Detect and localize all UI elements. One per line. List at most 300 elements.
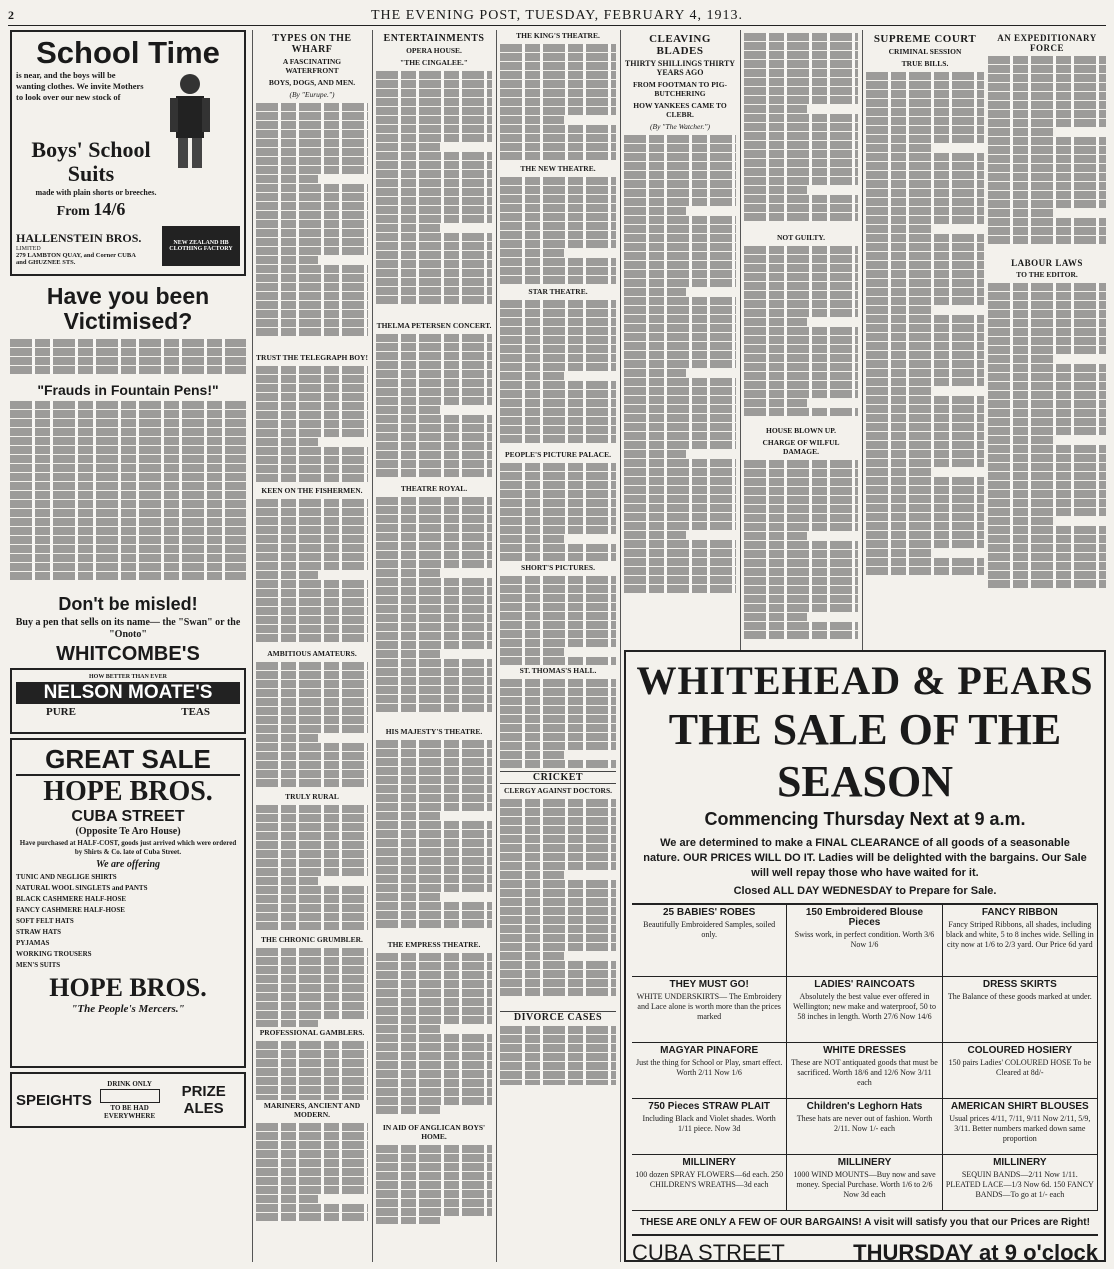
text-line [866,486,984,494]
text-line [744,291,858,299]
text-line [256,402,368,410]
text-line [500,799,616,807]
text-line [500,463,616,471]
text-line [500,508,616,516]
text-line [376,406,440,414]
text-line [256,814,368,822]
text-line [624,513,736,521]
bargain-cell: FANCY RIBBON Fancy Striped Ribbons, all shades, including black and white, 5 to 8 inches wide. Selling in city now at 1/6 to 2/3 yard. Our Price 6d yard [943,905,1098,977]
text-line [256,1077,368,1085]
text-line [988,146,1106,154]
text-line [256,526,368,534]
list-item: FANCY CASHMERE HALF-HOSE [16,906,125,914]
text-line [500,603,616,611]
ad-title: GREAT SALE [16,744,240,776]
text-line [256,328,368,336]
text-line [744,381,858,389]
text-line [744,273,858,281]
text-line [500,71,616,79]
text-line [376,1163,492,1171]
text-line [624,495,736,503]
text-line [256,922,368,930]
text-line [500,630,616,638]
text-line [376,433,492,441]
text-line [376,695,492,703]
text-line [988,101,1106,109]
text-line [256,1213,368,1221]
text-line [376,224,440,232]
text-line [624,486,736,494]
text-line [256,734,318,742]
text-line [988,400,1106,408]
text-line [744,345,858,353]
text-line [866,315,984,323]
text-line [376,1172,492,1180]
text-line [500,481,616,489]
text-line [744,577,858,585]
text-line [256,292,368,300]
text-line [376,89,492,97]
text-line [500,318,616,326]
text-line [500,970,616,978]
text-line [500,490,616,498]
text-line [988,110,1106,118]
text-line [624,207,686,215]
text-line [256,948,368,956]
bargain-cell: AMERICAN SHIRT BLOUSES Usual prices 4/11, 7/11, 9/11 Now 2/11, 5/9, 3/11. Better numbers marked down same proportion [943,1099,1098,1155]
text-line [256,877,318,885]
text-line [376,1199,492,1207]
text-line [376,821,492,829]
text-line [624,576,736,584]
article-headline: TYPES ON THE WHARF [272,33,352,55]
text-line [866,369,984,377]
text-line [744,42,858,50]
text-line [500,143,616,151]
text-line [624,378,736,386]
text-line [744,282,858,290]
text-line [866,387,931,395]
text-line [744,496,858,504]
text-line [376,287,492,295]
article-expeditionary-force: AN EXPEDITIONARY FORCE LABOUR LAWS TO THE EDITOR. [988,30,1106,640]
text-line [624,414,736,422]
text-line [744,123,858,131]
page-number: 2 [8,8,14,22]
text-line [624,216,736,224]
text-line [500,517,616,525]
text-line [256,544,368,552]
text-line [624,288,686,296]
text-line [376,116,492,124]
text-line [988,164,1106,172]
list-item: SOFT FELT HATS [16,917,74,925]
text-line [376,794,492,802]
section-heading: CRICKET [500,771,616,784]
text-line [744,51,858,59]
text-line [988,310,1106,318]
text-line [256,823,368,831]
text-line [988,427,1106,435]
text-line [624,522,736,530]
text-line [376,1190,492,1198]
text-line [256,805,368,813]
text-line [988,74,1106,82]
text-line [624,261,736,269]
text-line [256,220,368,228]
text-line [744,318,807,326]
article-news: NOT GUILTY. HOUSE BLOWN UP. CHARGE OF WILFUL DAMAGE. [744,30,858,640]
text-line [376,1034,492,1042]
text-line [500,152,616,160]
text-line [988,191,1106,199]
ad-title: Have you been Victimised? [46,283,210,334]
bargain-cell: MAGYAR PINAFORE Just the thing for School or Play, smart effect. Worth 2/11 Now 1/6 [632,1043,787,1099]
text-line [256,832,368,840]
text-line [376,424,492,432]
text-line [376,352,492,360]
text-line [866,153,984,161]
text-line [256,121,368,129]
text-line [376,379,492,387]
text-line [256,447,368,455]
text-line [500,585,616,593]
text-line [500,817,616,825]
text-line [500,576,616,584]
text-line [744,105,807,113]
text-line [624,297,736,305]
text-line [376,469,492,477]
text-line [866,342,984,350]
text-line [376,1154,492,1162]
text-line [744,631,858,639]
text-line [988,200,1106,208]
text-line [744,60,858,68]
text-line [500,612,616,620]
text-line [256,1086,368,1094]
text-line [866,234,984,242]
text-line [744,408,858,416]
text-line [256,1011,368,1019]
text-line [376,188,492,196]
text-line [256,895,368,903]
text-line [376,893,440,901]
text-line [500,961,616,969]
text-line [376,749,492,757]
text-line [866,450,984,458]
text-line [500,372,564,380]
text-line [500,116,564,124]
text-line [624,369,686,377]
text-line [376,758,492,766]
text-line [256,274,368,282]
hb-logo: NEW ZEALAND HB CLOTHING FACTORY [162,226,240,266]
text-line [256,743,368,751]
article-theatres: THE KING'S THEATRE. THE NEW THEATRE. STAR THEATRE. PEOPLE'S PICTURE PALACE. SHORT'S PICTURES. ST. THOMAS'S HALL. CRICKET CLERGY AGAINST DOCTORS. DIVORCE CASES [500,30,616,1260]
ad-column [10,30,246,1132]
text-line [500,62,616,70]
text-line [256,438,318,446]
text-line [500,724,616,732]
text-line [376,98,492,106]
text-line [988,355,1053,363]
text-line [744,264,858,272]
text-line [376,1007,492,1015]
text-line [256,607,368,615]
text-line [376,614,492,622]
text-line [500,381,616,389]
text-line [866,333,984,341]
text-line [500,408,616,416]
text-line [988,92,1106,100]
ad-title: WHITEHEAD & PEARS [636,658,1094,703]
text-line [866,279,984,287]
bargain-cell: MILLINERY 100 dozen SPRAY FLOWERS—6d each. 250 CHILDREN'S WREATHS—3d each [632,1155,787,1211]
text-line [376,902,492,910]
text-line [376,641,492,649]
ad-headline: THE SALE OF THE SEASON [668,705,1062,806]
text-line [866,90,984,98]
text-line [988,83,1106,91]
text-line [744,327,858,335]
text-line [376,980,492,988]
text-line [500,204,616,212]
list-item: MEN'S SUITS [16,961,61,969]
text-line [744,87,858,95]
bargain-cell: LADIES' RAINCOATS Absolutely the best value ever offered in Wellington; new make and waterproof, 50 to 58 inches in length. Worth 27/6 Now 14/6 [787,977,942,1043]
text-line [744,354,858,362]
text-line [256,752,368,760]
text-line [744,532,807,540]
text-line [256,112,368,120]
text-line [256,465,368,473]
article-types-on-the-wharf: TYPES ON THE WHARF A FASCINATING WATERFRONT BOYS, DOGS, AND MEN. (By "Eurupe.") TRUST THE TELEGRAPH BOY! KEEN ON THE FISHERMEN. AMBITIOUS AMATEURS. TRULY RURAL THE CHRONIC GRUMBLER. PROFESSIONAL GAMBLERS. MARINERS, ANCIENT AND MODERN. [256,30,368,1260]
text-line [866,306,931,314]
text-line [744,372,858,380]
text-line [500,80,616,88]
text-line [744,559,858,567]
text-line [744,309,858,317]
text-line [624,315,736,323]
firm-name: HOPE BROS. [43,776,213,807]
text-line [500,925,616,933]
text-line [500,688,616,696]
text-line [500,889,616,897]
text-line [256,779,368,787]
text-line [624,540,736,548]
text-line [256,202,368,210]
text-line [376,442,492,450]
text-line [500,988,616,996]
text-line [256,411,368,419]
text-line [744,114,858,122]
text-line [866,162,984,170]
ad-title: School Time [36,35,220,70]
text-line [376,857,492,865]
text-line [500,916,616,924]
text-line [988,580,1106,588]
text-line [256,420,368,428]
text-line [256,1002,368,1010]
text-line [256,393,368,401]
article-entertainments: ENTERTAINMENTS OPERA HOUSE. "THE CINGALEE." THELMA PETERSEN CONCERT. THEATRE ROYAL. HIS MAJESTY'S THEATRE. THE EMPRESS THEATRE. IN AID OF ANGLICAN BOYS' HOME. [376,30,492,1260]
text-line [256,301,368,309]
text-line [376,848,492,856]
text-line [256,859,368,867]
text-line [988,128,1053,136]
text-line [500,363,616,371]
text-line [376,179,492,187]
text-line [866,225,931,233]
text-line [500,706,616,714]
text-line [376,233,492,241]
text-line [866,468,931,476]
text-line [256,957,368,965]
text-line [500,98,616,106]
text-line [256,1059,368,1067]
text-line [500,186,616,194]
text-line [376,1016,492,1024]
masthead-title: THE EVENING POST, TUESDAY, FEBRUARY 4, 1913. [371,7,743,23]
text-line [866,432,984,440]
text-line [988,562,1106,570]
text-line [624,342,736,350]
bargain-cell: MILLINERY 1000 WIND MOUNTS—Buy now and save money. Special Purchase. Worth 1/6 to 2/6 Now 3d each [787,1155,942,1211]
text-line [256,707,368,715]
text-line [256,562,368,570]
nelson-moates-ad: HOW BETTER THAN EVER NELSON MOATE'S PURE TEAS [10,668,246,734]
text-line [866,216,984,224]
text-line [376,560,492,568]
text-line [500,648,564,656]
text-line [866,549,931,557]
text-line [376,776,492,784]
text-line [624,450,686,458]
text-line [624,387,736,395]
text-line [744,622,858,630]
text-line [988,137,1106,145]
firm-name: HOPE BROS. [49,973,207,1002]
hope-bros-ad: GREAT SALE HOPE BROS. CUBA STREET (Opposite Te Aro House) Have purchased at HALF-COST, goods just arrived which were ordered by Shirts & Co. late of Cuba Street. We are offering TUNIC AND NEGLIGE SHIRTS NATURAL WOOL SINGLETS and PANTS BLACK CASHMERE HALF-HOSE FANCY CASHMERE HALF-HOSE SOFT FELT HATS STRAW HATS PYJAMAS WORKING TROUSERS MEN'S SUITS HOPE BROS. "The People's Mercers." [10,738,246,1068]
text-line [256,139,368,147]
text-line [376,125,492,133]
text-line [744,300,858,308]
text-line [988,236,1106,244]
text-line [256,1041,368,1049]
text-line [376,533,492,541]
text-line [988,173,1106,181]
text-line [376,785,492,793]
firm-name: HALLENSTEIN BROS. [16,231,142,245]
text-line [988,292,1106,300]
text-line [744,33,858,41]
text-line [744,159,858,167]
text-line [744,604,858,612]
text-line [624,243,736,251]
text-line [500,107,616,115]
text-line [256,725,368,733]
text-line [376,767,492,775]
text-line [500,934,616,942]
text-line [624,279,736,287]
text-line [256,1204,368,1212]
text-line [624,252,736,260]
text-line [988,283,1106,291]
text-line [988,382,1106,390]
text-line [744,213,858,221]
text-line [376,1070,492,1078]
text-line [376,1208,492,1216]
bargain-cell: 150 Embroidered Blouse Pieces Swiss work, in perfect condition. Worth 3/6 Now 1/6 [787,905,942,977]
text-line [988,65,1106,73]
text-line [256,1050,368,1058]
text-line [256,913,368,921]
text-line [744,336,858,344]
text-line [624,234,736,242]
text-line [376,587,492,595]
text-line [376,542,492,550]
text-line [500,44,616,52]
text-line [256,761,368,769]
article-cleaving-blades: CLEAVING BLADES THIRTY SHILLINGS THIRTY YEARS AGO FROM FOOTMAN TO PIG-BUTCHERING HOW YANKEES CAME TO CLEBR. (By "The Watcher.") [624,30,736,640]
text-line [866,288,984,296]
text-line [376,370,492,378]
text-line [500,499,616,507]
text-line [988,481,1106,489]
section-heading: DIVORCE CASES [500,1011,616,1023]
text-line [500,125,616,133]
text-line [744,399,807,407]
text-line [256,598,368,606]
text-line [376,1181,492,1189]
text-line [376,260,492,268]
text-line [624,270,736,278]
text-line [624,558,736,566]
text-line [500,979,616,987]
text-line [376,343,492,351]
text-line [624,333,736,341]
text-line [376,206,492,214]
text-line [256,429,368,437]
text-line [376,578,492,586]
text-line [500,826,616,834]
text-line [624,477,736,485]
text-line [624,171,736,179]
text-line [376,506,492,514]
text-line [866,405,984,413]
text-line [376,953,492,961]
text-line [500,240,616,248]
text-line [744,505,858,513]
text-line [624,306,736,314]
text-line [376,884,492,892]
text-line [376,605,492,613]
text-line [376,388,492,396]
text-line [376,197,492,205]
text-line [866,396,984,404]
text-line [256,229,368,237]
text-line [744,255,858,263]
text-line [256,689,368,697]
text-line [744,132,858,140]
text-line [988,490,1106,498]
text-line [376,962,492,970]
text-line [376,911,492,919]
text-line [256,366,368,374]
text-line [500,844,616,852]
text-line [866,351,984,359]
text-line [376,524,492,532]
